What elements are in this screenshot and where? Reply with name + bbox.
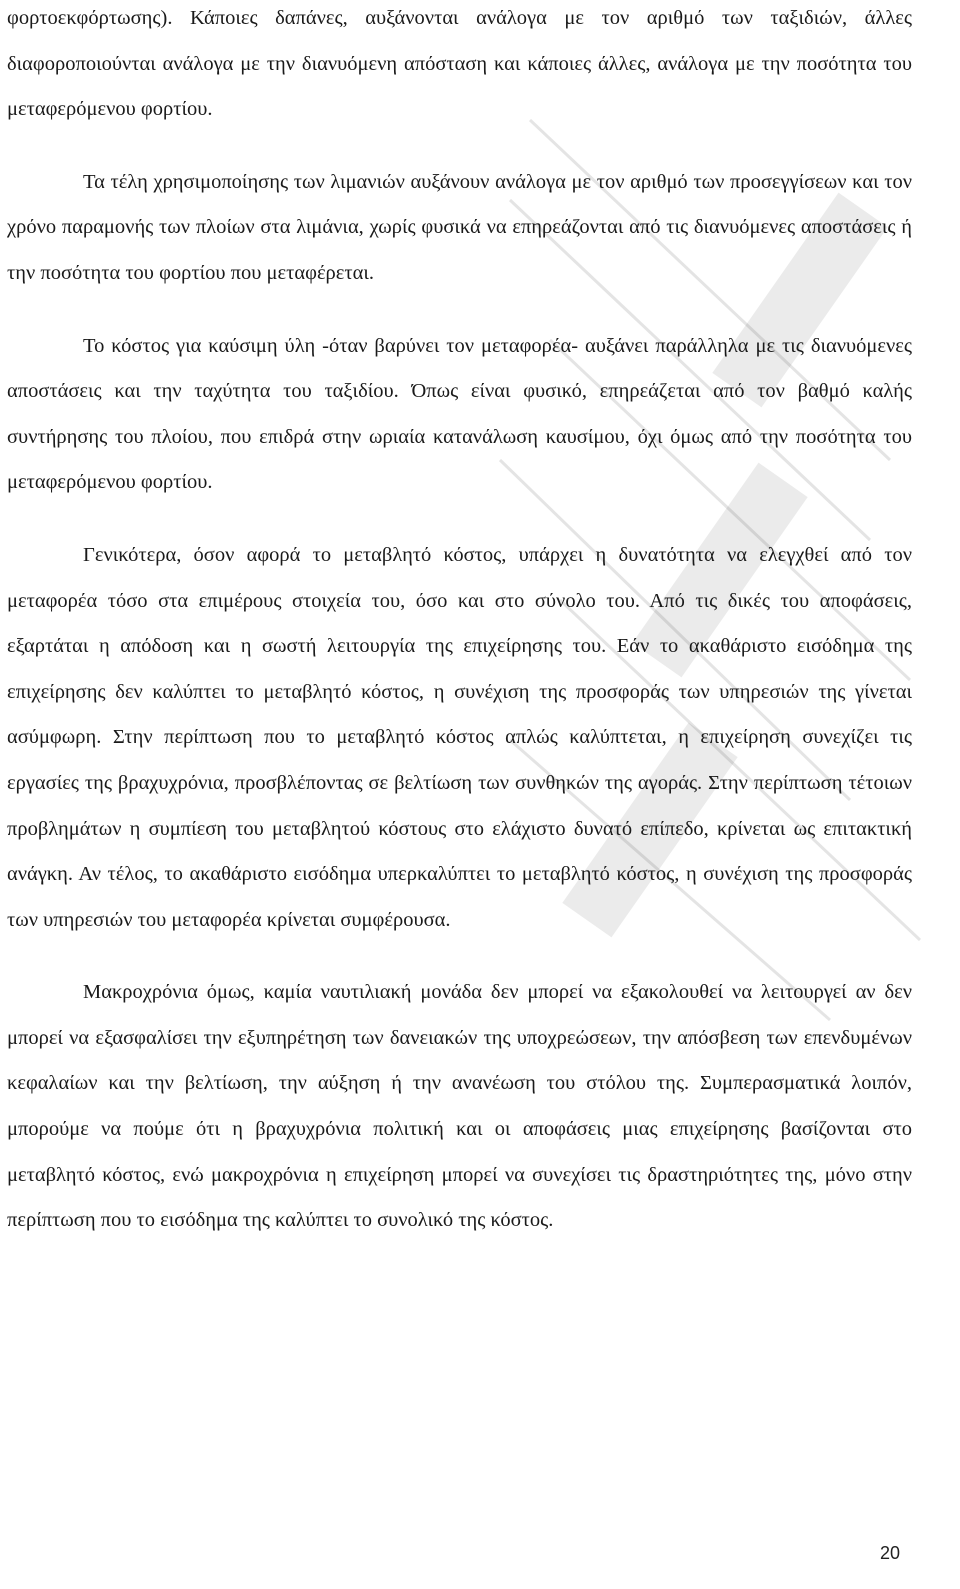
page-number: 20 — [880, 1543, 901, 1563]
paragraph-gap — [7, 943, 912, 970]
paragraph-0: φορτοεκφόρτωσης). Κάποιες δαπάνες, αυξάνονται ανάλογα με τον αριθμό των ταξιδιών, άλλες διαφοροποιούνται ανάλογα με την διανυόμενη απόσταση και κάποιες άλλες, ανάλογα με την ποσότητα του μεταφερόμενου φορτίου. — [7, 7, 912, 121]
document-body — [7, 0, 912, 1244]
paragraph-3: Γενικότερα, όσον αφορά το μεταβλητό κόστος, υπάρχει η δυνατότητα να ελεγχθεί από τον μεταφορέα τόσο στα επιμέρους στοιχεία του, όσο και στο σύνολο του. Από τις δικές του αποφάσεις, εξαρτάται η απόδοση και η σωστή λειτουργία της επιχείρησης του. Εάν το ακαθάριστο εισόδημα της επιχείρησης δεν καλύπτει το μεταβλητό κόστος, η συνέχιση της προσφοράς των υπηρεσιών της γίνεται ασύμφωρη. Στην περίπτωση που το μεταβλητό κόστος απλώς καλύπτεται, η επιχείρηση συνεχίζει τις εργασίες της βραχυχρόνια, προσβλέποντας σε βελτίωση των συνθηκών της αγοράς. Στην περίπτωση τέτοιων προβλημάτων η συμπίεση του μεταβλητού κόστους στο ελάχιστο δυνατό επίπεδο, κρίνεται ως επιτακτική ανάγκη. Αν τέλος, το ακαθάριστο εισόδημα υπερκαλύπτει το μεταβλητό κόστος, η συνέχιση της προσφοράς των υπηρεσιών του μεταφορέα κρίνεται συμφέρουσα. — [7, 543, 912, 931]
paragraph-2: Το κόστος για καύσιμη ύλη -όταν βαρύνει τον μεταφορέα- αυξάνει παράλληλα με τις διανυόμενες αποστάσεις και την ταχύτητα του ταξιδίου. Όπως είναι φυσικό, επηρεάζεται από τον βαθμό καλής συντήρησης του πλοίου, που επιδρά στην ωριαία κατανάλωση καυσίμου, όχι όμως από την ποσότητα του μεταφερόμενου φορτίου. — [7, 334, 912, 494]
paragraph-gap — [7, 133, 912, 160]
paragraph-1: Τα τέλη χρησιμοποίησης των λιμανιών αυξάνουν ανάλογα με τον αριθμό των προσεγγίσεων και τον χρόνο παραμονής των πλοίων στα λιμάνια, χωρίς φυσικά να επηρεάζονται από τις διανυόμενες αποστάσεις ή την ποσότητα του φορτίου που μεταφέρεται. — [7, 170, 912, 284]
paragraph-gap — [7, 506, 912, 533]
paragraph-4: Μακροχρόνια όμως, καμία ναυτιλιακή μονάδα δεν μπορεί να εξακολουθεί να λειτουργεί αν δεν μπορεί να εξασφαλίσει την εξυπηρέτηση των δανειακών της υποχρεώσεων, την απόσβεση των επενδυμένων κεφαλαίων και την βελτίωση, την αύξηση ή την ανανέωση του στόλου της. Συμπερασματικά λοιπόν, μπορούμε να πούμε ότι η βραχυχρόνια πολιτική και οι αποφάσεις μιας επιχείρησης βασίζονται στο μεταβλητό κόστος, ενώ μακροχρόνια η επιχείρηση μπορεί να συνεχίσει τις δραστηριότητες της, μόνο στην περίπτωση που το εισόδημα της καλύπτει το συνολικό της κόστος. — [7, 981, 912, 1232]
paragraph-gap — [7, 297, 912, 324]
